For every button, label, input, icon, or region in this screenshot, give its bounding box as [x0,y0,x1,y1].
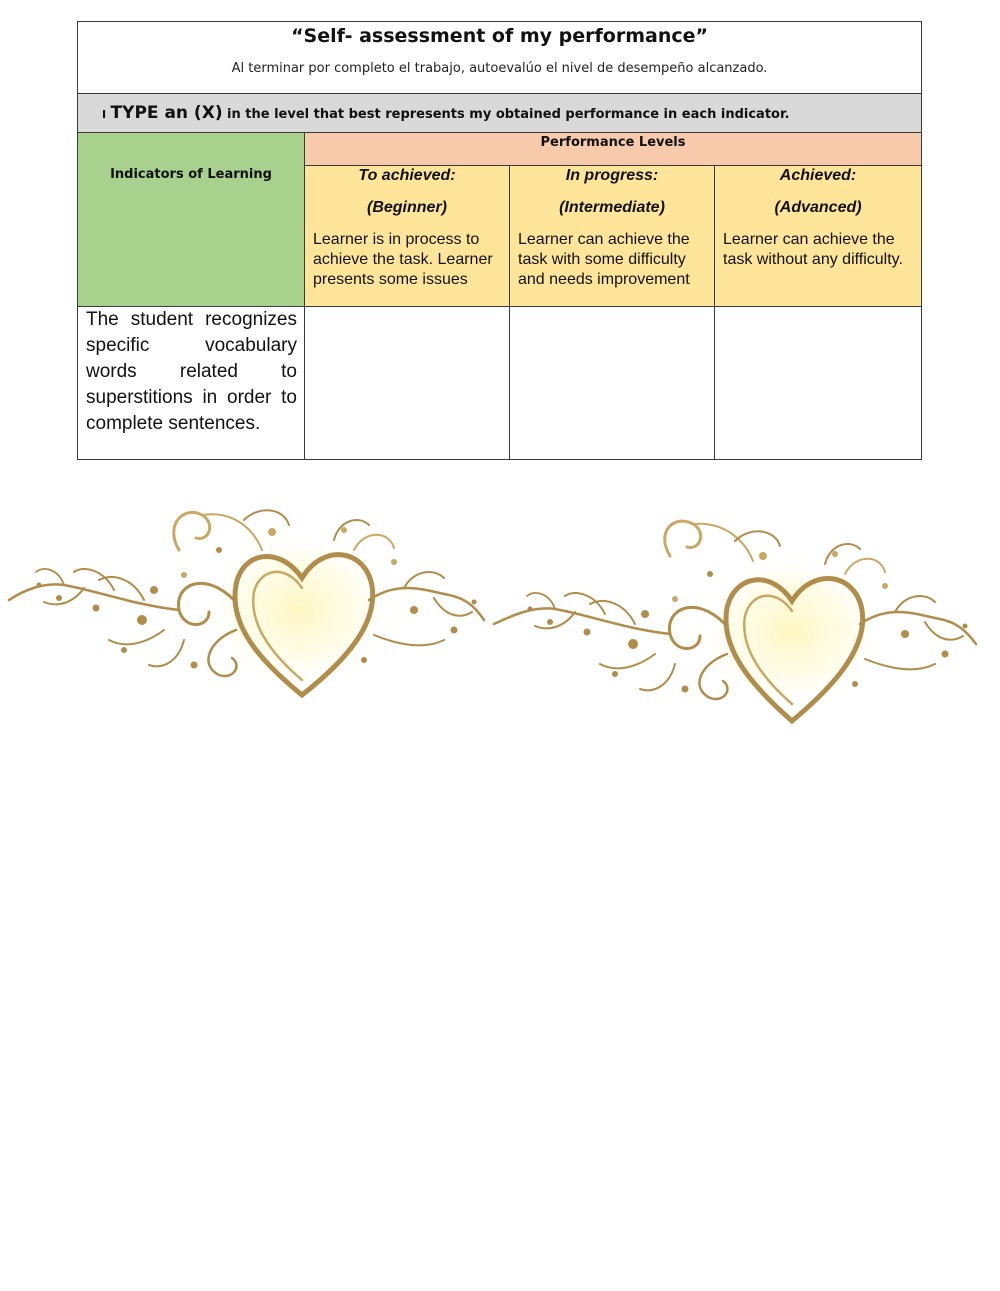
level-grade: (Intermediate) [559,199,665,216]
level-grade: (Beginner) [367,199,447,216]
instruction-row [78,94,922,133]
level-intermediate-cell [510,166,715,307]
level-description: Learner can achieve the task with some difficulty and needs improvement [518,231,690,288]
level-description: Learner can achieve the task without any difficulty. [723,231,903,268]
instruction-prefix: I [102,108,107,121]
indicator-row [78,307,922,460]
heart-ornament-icon [492,516,978,726]
instruction-text: in the level that best represents my obtained performance in each indicator. [227,107,790,122]
level-advanced-cell [715,166,922,307]
rubric-table [77,21,922,460]
title-cell [78,22,922,94]
indicators-header: Indicators of Learning [110,167,272,182]
indicator-text: The student recognizes specific vocabulary words related to superstitions in order to complete sentences. [86,309,297,434]
level-grade: (Advanced) [774,199,862,216]
instruction-emphasis: TYPE an (X) [110,103,223,123]
self-assessment-sheet [77,21,921,460]
level-name: To achieved: [358,167,456,184]
heart-ornament-icon [4,490,488,705]
performance-header-cell [305,133,922,166]
answer-cell-intermediate[interactable] [510,307,715,460]
level-name: Achieved: [779,167,857,184]
instruction-cell [78,94,922,133]
level-beginner-cell [305,166,510,307]
level-description: Learner is in process to achieve the task. Learner presents some issues [313,231,493,288]
level-name: In progress: [565,167,659,184]
indicators-header-cell [78,133,305,307]
header-row [78,133,922,166]
answer-cell-beginner[interactable] [305,307,510,460]
page-subtitle: Al terminar por completo el trabajo, autoevalúo el nivel de desempeño alcanzado. [231,61,768,76]
title-row [78,22,922,94]
performance-header: Performance Levels [540,135,686,150]
indicator-cell [78,307,305,460]
page-title: “Self- assessment of my performance” [291,25,708,47]
answer-cell-advanced[interactable] [715,307,922,460]
